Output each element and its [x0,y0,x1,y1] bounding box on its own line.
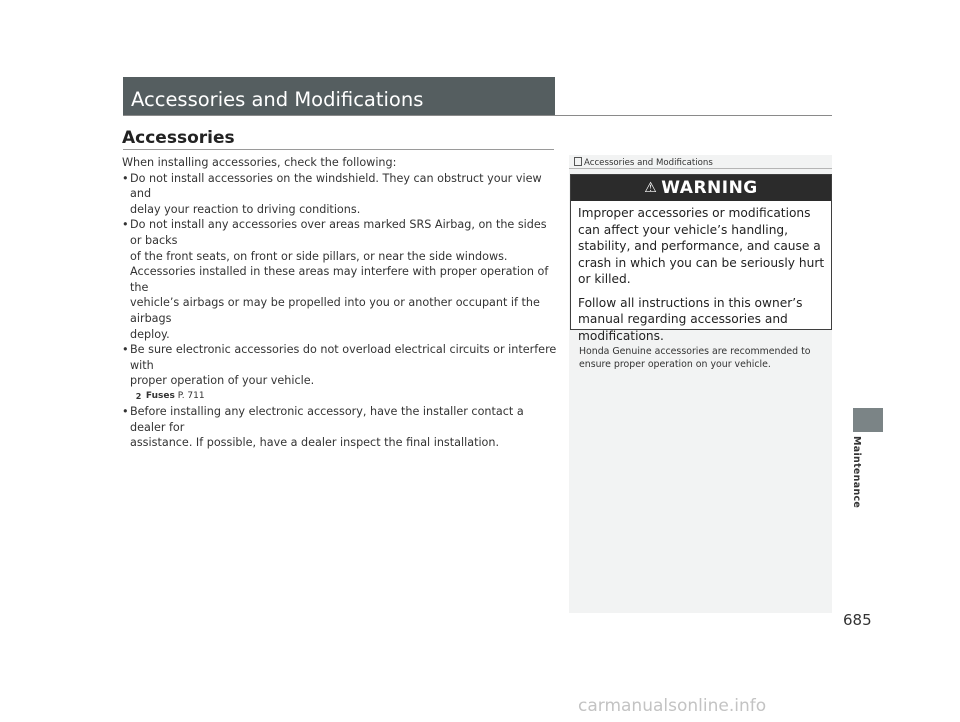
section-title: Accessories [122,128,235,148]
warning-label: WARNING [661,178,758,198]
warning-text [578,205,826,351]
sidebar-heading-text: Accessories and Modifications [584,158,713,168]
watermark: carmanualsonline.info [578,696,767,716]
bullet-icon: • [122,404,129,418]
list-item-line: Be sure electronic accessories do not overload electrical circuits or interfere with [130,343,557,372]
list-item [122,217,558,342]
list-item [122,342,558,403]
list-item-line: Do not install any accessories over areas marked SRS Airbag, on the sides or backs [130,218,547,247]
bullet-icon: • [122,218,129,232]
warning-triangle-icon: ⚠ [644,180,658,196]
list-item-line: Before installing any electronic accessory, have the installer contact a dealer for [130,404,524,434]
xref-page: P. 711 [177,390,205,401]
warning-paragraph: Follow all instructions in this owner’s manual regarding accessories and modifications. [578,295,803,343]
list-item-line: assistance. If possible, have a dealer inspect the final installation. [130,436,500,450]
bullet-list [122,171,558,451]
section-tab-label: Maintenance [851,436,862,509]
bullet-icon: • [122,343,129,357]
page-title: Accessories and Modifications [131,88,424,111]
intro-text: When installing accessories, check the following: [122,156,397,169]
bullet-icon: • [122,171,129,185]
list-item-line: of the front seats, on front or side pillars, or near the side windows. [130,249,508,263]
warning-paragraph: Improper accessories or modifications can affect your vehicle’s handling, stability, and performance, and cause a crash in which you can be seriously hurt or killed. [578,206,825,286]
list-item-line: vehicle’s airbags or may be propelled into you or another occupant if the airbags [130,296,540,325]
xref-title: Fuses [145,390,175,401]
warning-box [570,174,832,343]
header-divider [123,115,832,116]
sidebar-divider [569,168,832,169]
list-item-line: proper operation of your vehicle. [130,374,315,388]
sidebar-note: Honda Genuine accessories are recommended to ensure proper operation on your vehicle. [579,346,811,370]
list-item-line: Do not install accessories on the windshield. They can obstruct your view and [130,171,542,201]
page-number: 685 [843,611,872,629]
list-item-line: deploy. [130,327,170,341]
section-tab [853,408,883,432]
warning-header [571,175,831,201]
section-divider [123,149,554,150]
list-item [122,171,558,218]
fuses-cross-reference-link[interactable] [134,390,558,403]
reference-number-icon [574,157,582,166]
list-item-line: delay your reaction to driving conditions. [130,202,361,216]
main-content [122,155,558,451]
arrow-2-icon: 2 [135,391,142,401]
list-item-line: Accessories installed in these areas may interfere with proper operation of the [130,265,549,294]
list-item [122,404,558,451]
